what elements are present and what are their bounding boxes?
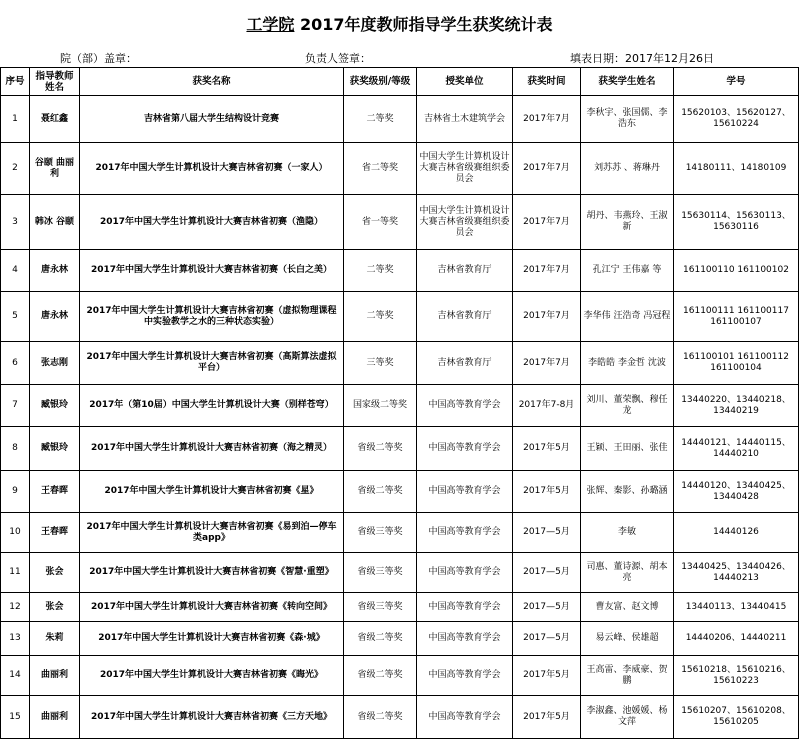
row-award-name: 2017年中国大学生计算机设计大赛吉林省初赛（虚拟物理课程中实验教学之水的三种状态实验） bbox=[80, 292, 344, 342]
row-ids: 13440113、13440415 bbox=[674, 593, 799, 622]
row-level: 三等奖 bbox=[344, 342, 417, 385]
row-time: 2017年7月 bbox=[513, 342, 581, 385]
row-unit: 中国高等教育学会 bbox=[417, 471, 513, 513]
col-header-ids: 学号 bbox=[674, 68, 799, 96]
row-time: 2017年5月 bbox=[513, 427, 581, 471]
row-unit: 中国高等教育学会 bbox=[417, 593, 513, 622]
row-unit: 中国大学生计算机设计大赛吉林省级赛组织委员会 bbox=[417, 143, 513, 195]
table-row bbox=[1, 143, 799, 195]
row-students: 孔江宁 王伟嘉 等 bbox=[581, 250, 674, 292]
row-level: 国家级二等奖 bbox=[344, 385, 417, 427]
row-teacher: 曲丽利 bbox=[30, 696, 80, 739]
row-level: 省级二等奖 bbox=[344, 622, 417, 656]
row-award-name: 2017年中国大学生计算机设计大赛吉林省初赛《智慧·重塑》 bbox=[80, 553, 344, 593]
row-students: 刘苏苏 、蒋琳丹 bbox=[581, 143, 674, 195]
row-time: 2017年5月 bbox=[513, 696, 581, 739]
row-level: 省级三等奖 bbox=[344, 513, 417, 553]
row-students: 易云峰、侯雄超 bbox=[581, 622, 674, 656]
col-header-level: 获奖级别/等级 bbox=[344, 68, 417, 96]
row-unit: 吉林省教育厅 bbox=[417, 342, 513, 385]
row-ids: 14440120、13440425、13440428 bbox=[674, 471, 799, 513]
row-award-name: 2017年中国大学生计算机设计大赛吉林省初赛《三方天地》 bbox=[80, 696, 344, 739]
row-no: 15 bbox=[1, 696, 30, 739]
row-unit: 中国高等教育学会 bbox=[417, 622, 513, 656]
row-time: 2017年7月 bbox=[513, 195, 581, 250]
row-teacher: 聂红鑫 bbox=[30, 96, 80, 143]
table-row bbox=[1, 427, 799, 471]
row-students: 司惠、董诗源、胡本亮 bbox=[581, 553, 674, 593]
col-header-unit: 授奖单位 bbox=[417, 68, 513, 96]
row-no: 14 bbox=[1, 656, 30, 696]
row-level: 二等奖 bbox=[344, 250, 417, 292]
row-level: 省二等奖 bbox=[344, 143, 417, 195]
row-no: 13 bbox=[1, 622, 30, 656]
row-unit: 吉林省教育厅 bbox=[417, 292, 513, 342]
row-time: 2017年7月 bbox=[513, 250, 581, 292]
row-time: 2017—5月 bbox=[513, 593, 581, 622]
row-teacher: 张会 bbox=[30, 553, 80, 593]
table-row bbox=[1, 250, 799, 292]
table-row bbox=[1, 696, 799, 739]
row-time: 2017年7月 bbox=[513, 143, 581, 195]
college-seal-label: 院（部）盖章： bbox=[60, 52, 137, 65]
col-header-students: 获奖学生姓名 bbox=[581, 68, 674, 96]
row-students: 张辉、秦影、孙璐涵 bbox=[581, 471, 674, 513]
row-award-name: 2017年（第10届）中国大学生计算机设计大赛（别样苍穹） bbox=[80, 385, 344, 427]
row-students: 刘川、董荣飘、穆任龙 bbox=[581, 385, 674, 427]
row-unit: 中国高等教育学会 bbox=[417, 513, 513, 553]
row-award-name: 2017年中国大学生计算机设计大赛吉林省初赛《易到泊—停车类app》 bbox=[80, 513, 344, 553]
col-header-no: 序号 bbox=[1, 68, 30, 96]
awards-table bbox=[0, 67, 799, 739]
table-row bbox=[1, 553, 799, 593]
row-no: 1 bbox=[1, 96, 30, 143]
row-ids: 15620103、15620127、15610224 bbox=[674, 96, 799, 143]
row-time: 2017—5月 bbox=[513, 553, 581, 593]
row-award-name: 2017年中国大学生计算机设计大赛吉林省初赛（高斯算法虚拟平台） bbox=[80, 342, 344, 385]
row-no: 11 bbox=[1, 553, 30, 593]
row-no: 12 bbox=[1, 593, 30, 622]
row-teacher: 唐永林 bbox=[30, 250, 80, 292]
row-no: 7 bbox=[1, 385, 30, 427]
row-time: 2017—5月 bbox=[513, 513, 581, 553]
row-students: 李淑鑫、池媛媛、杨文萍 bbox=[581, 696, 674, 739]
row-no: 5 bbox=[1, 292, 30, 342]
row-award-name: 2017年中国大学生计算机设计大赛吉林省初赛（一家人） bbox=[80, 143, 344, 195]
row-level: 省级二等奖 bbox=[344, 427, 417, 471]
row-level: 省级二等奖 bbox=[344, 656, 417, 696]
row-time: 2017年7月 bbox=[513, 96, 581, 143]
row-teacher: 张会 bbox=[30, 593, 80, 622]
row-level: 省级三等奖 bbox=[344, 593, 417, 622]
row-award-name: 2017年中国大学生计算机设计大赛吉林省初赛《森·城》 bbox=[80, 622, 344, 656]
row-ids: 14440121、14440115、14440210 bbox=[674, 427, 799, 471]
row-award-name: 2017年中国大学生计算机设计大赛吉林省初赛（渔隐） bbox=[80, 195, 344, 250]
row-ids: 14440126 bbox=[674, 513, 799, 553]
row-award-name: 吉林省第八届大学生结构设计竞赛 bbox=[80, 96, 344, 143]
row-unit: 中国大学生计算机设计大赛吉林省级赛组织委员会 bbox=[417, 195, 513, 250]
row-teacher: 王春晖 bbox=[30, 513, 80, 553]
row-level: 二等奖 bbox=[344, 96, 417, 143]
row-time: 2017年5月 bbox=[513, 656, 581, 696]
table-row bbox=[1, 593, 799, 622]
row-level: 省级三等奖 bbox=[344, 553, 417, 593]
row-unit: 中国高等教育学会 bbox=[417, 656, 513, 696]
row-time: 2017年7-8月 bbox=[513, 385, 581, 427]
row-ids: 14180111、14180109 bbox=[674, 143, 799, 195]
row-level: 省级二等奖 bbox=[344, 696, 417, 739]
row-ids: 15630114、15630113、15630116 bbox=[674, 195, 799, 250]
row-ids: 161100111 161100117 161100107 bbox=[674, 292, 799, 342]
table-row bbox=[1, 385, 799, 427]
row-level: 省级二等奖 bbox=[344, 471, 417, 513]
row-time: 2017年7月 bbox=[513, 292, 581, 342]
row-no: 6 bbox=[1, 342, 30, 385]
table-row bbox=[1, 622, 799, 656]
table-row bbox=[1, 195, 799, 250]
row-teacher: 朱莉 bbox=[30, 622, 80, 656]
table-row bbox=[1, 292, 799, 342]
row-teacher: 王春晖 bbox=[30, 471, 80, 513]
row-ids: 15610207、15610208、15610205 bbox=[674, 696, 799, 739]
row-time: 2017年5月 bbox=[513, 471, 581, 513]
row-students: 曹友富、赵文博 bbox=[581, 593, 674, 622]
row-ids: 15610218、15610216、15610223 bbox=[674, 656, 799, 696]
row-ids: 13440425、13440426、14440213 bbox=[674, 553, 799, 593]
row-teacher: 唐永林 bbox=[30, 292, 80, 342]
row-students: 李华伟 汪浩奇 冯冠程 bbox=[581, 292, 674, 342]
col-header-award-name: 获奖名称 bbox=[80, 68, 344, 96]
row-ids: 13440220、13440218、13440219 bbox=[674, 385, 799, 427]
fill-date-label: 填表日期：2017年12月26日 bbox=[570, 52, 714, 65]
row-award-name: 2017年中国大学生计算机设计大赛吉林省初赛《转向空间》 bbox=[80, 593, 344, 622]
title-college: 工学院 bbox=[246, 15, 295, 34]
row-unit: 中国高等教育学会 bbox=[417, 696, 513, 739]
row-ids: 161100110 161100102 bbox=[674, 250, 799, 292]
row-level: 省一等奖 bbox=[344, 195, 417, 250]
table-row bbox=[1, 656, 799, 696]
table-header-row bbox=[1, 68, 799, 96]
row-students: 李皓皓 李金哲 沈波 bbox=[581, 342, 674, 385]
row-students: 李敏 bbox=[581, 513, 674, 553]
table-row bbox=[1, 96, 799, 143]
page-title bbox=[0, 12, 799, 36]
row-unit: 中国高等教育学会 bbox=[417, 427, 513, 471]
row-unit: 吉林省教育厅 bbox=[417, 250, 513, 292]
table-row bbox=[1, 342, 799, 385]
row-no: 2 bbox=[1, 143, 30, 195]
row-unit: 中国高等教育学会 bbox=[417, 553, 513, 593]
row-no: 3 bbox=[1, 195, 30, 250]
row-ids: 14440206、14440211 bbox=[674, 622, 799, 656]
row-teacher: 臧银玲 bbox=[30, 427, 80, 471]
row-no: 8 bbox=[1, 427, 30, 471]
table-row bbox=[1, 471, 799, 513]
row-students: 李秋宇、张国儒、李浩东 bbox=[581, 96, 674, 143]
row-award-name: 2017年中国大学生计算机设计大赛吉林省初赛《星》 bbox=[80, 471, 344, 513]
row-level: 二等奖 bbox=[344, 292, 417, 342]
row-teacher: 谷颐 曲丽利 bbox=[30, 143, 80, 195]
row-time: 2017—5月 bbox=[513, 622, 581, 656]
person-sign-label: 负责人签章： bbox=[305, 52, 371, 65]
row-award-name: 2017年中国大学生计算机设计大赛吉林省初赛《晦光》 bbox=[80, 656, 344, 696]
row-teacher: 韩冰 谷颐 bbox=[30, 195, 80, 250]
row-no: 10 bbox=[1, 513, 30, 553]
row-students: 胡丹、韦燕玲、王淑新 bbox=[581, 195, 674, 250]
col-header-time: 获奖时间 bbox=[513, 68, 581, 96]
row-award-name: 2017年中国大学生计算机设计大赛吉林省初赛（长白之美） bbox=[80, 250, 344, 292]
table-row bbox=[1, 513, 799, 553]
title-text: 2017年度教师指导学生获奖统计表 bbox=[300, 15, 553, 34]
row-no: 9 bbox=[1, 471, 30, 513]
row-ids: 161100101 161100112 161100104 bbox=[674, 342, 799, 385]
col-header-teacher: 指导教师姓名 bbox=[30, 68, 80, 96]
row-unit: 中国高等教育学会 bbox=[417, 385, 513, 427]
row-students: 王颖、王田丽、张佳 bbox=[581, 427, 674, 471]
row-teacher: 臧银玲 bbox=[30, 385, 80, 427]
row-award-name: 2017年中国大学生计算机设计大赛吉林省初赛（海之精灵） bbox=[80, 427, 344, 471]
row-unit: 吉林省土木建筑学会 bbox=[417, 96, 513, 143]
row-teacher: 张志刚 bbox=[30, 342, 80, 385]
row-teacher: 曲丽利 bbox=[30, 656, 80, 696]
row-students: 王高雷、李威豪、贺鹏 bbox=[581, 656, 674, 696]
row-no: 4 bbox=[1, 250, 30, 292]
